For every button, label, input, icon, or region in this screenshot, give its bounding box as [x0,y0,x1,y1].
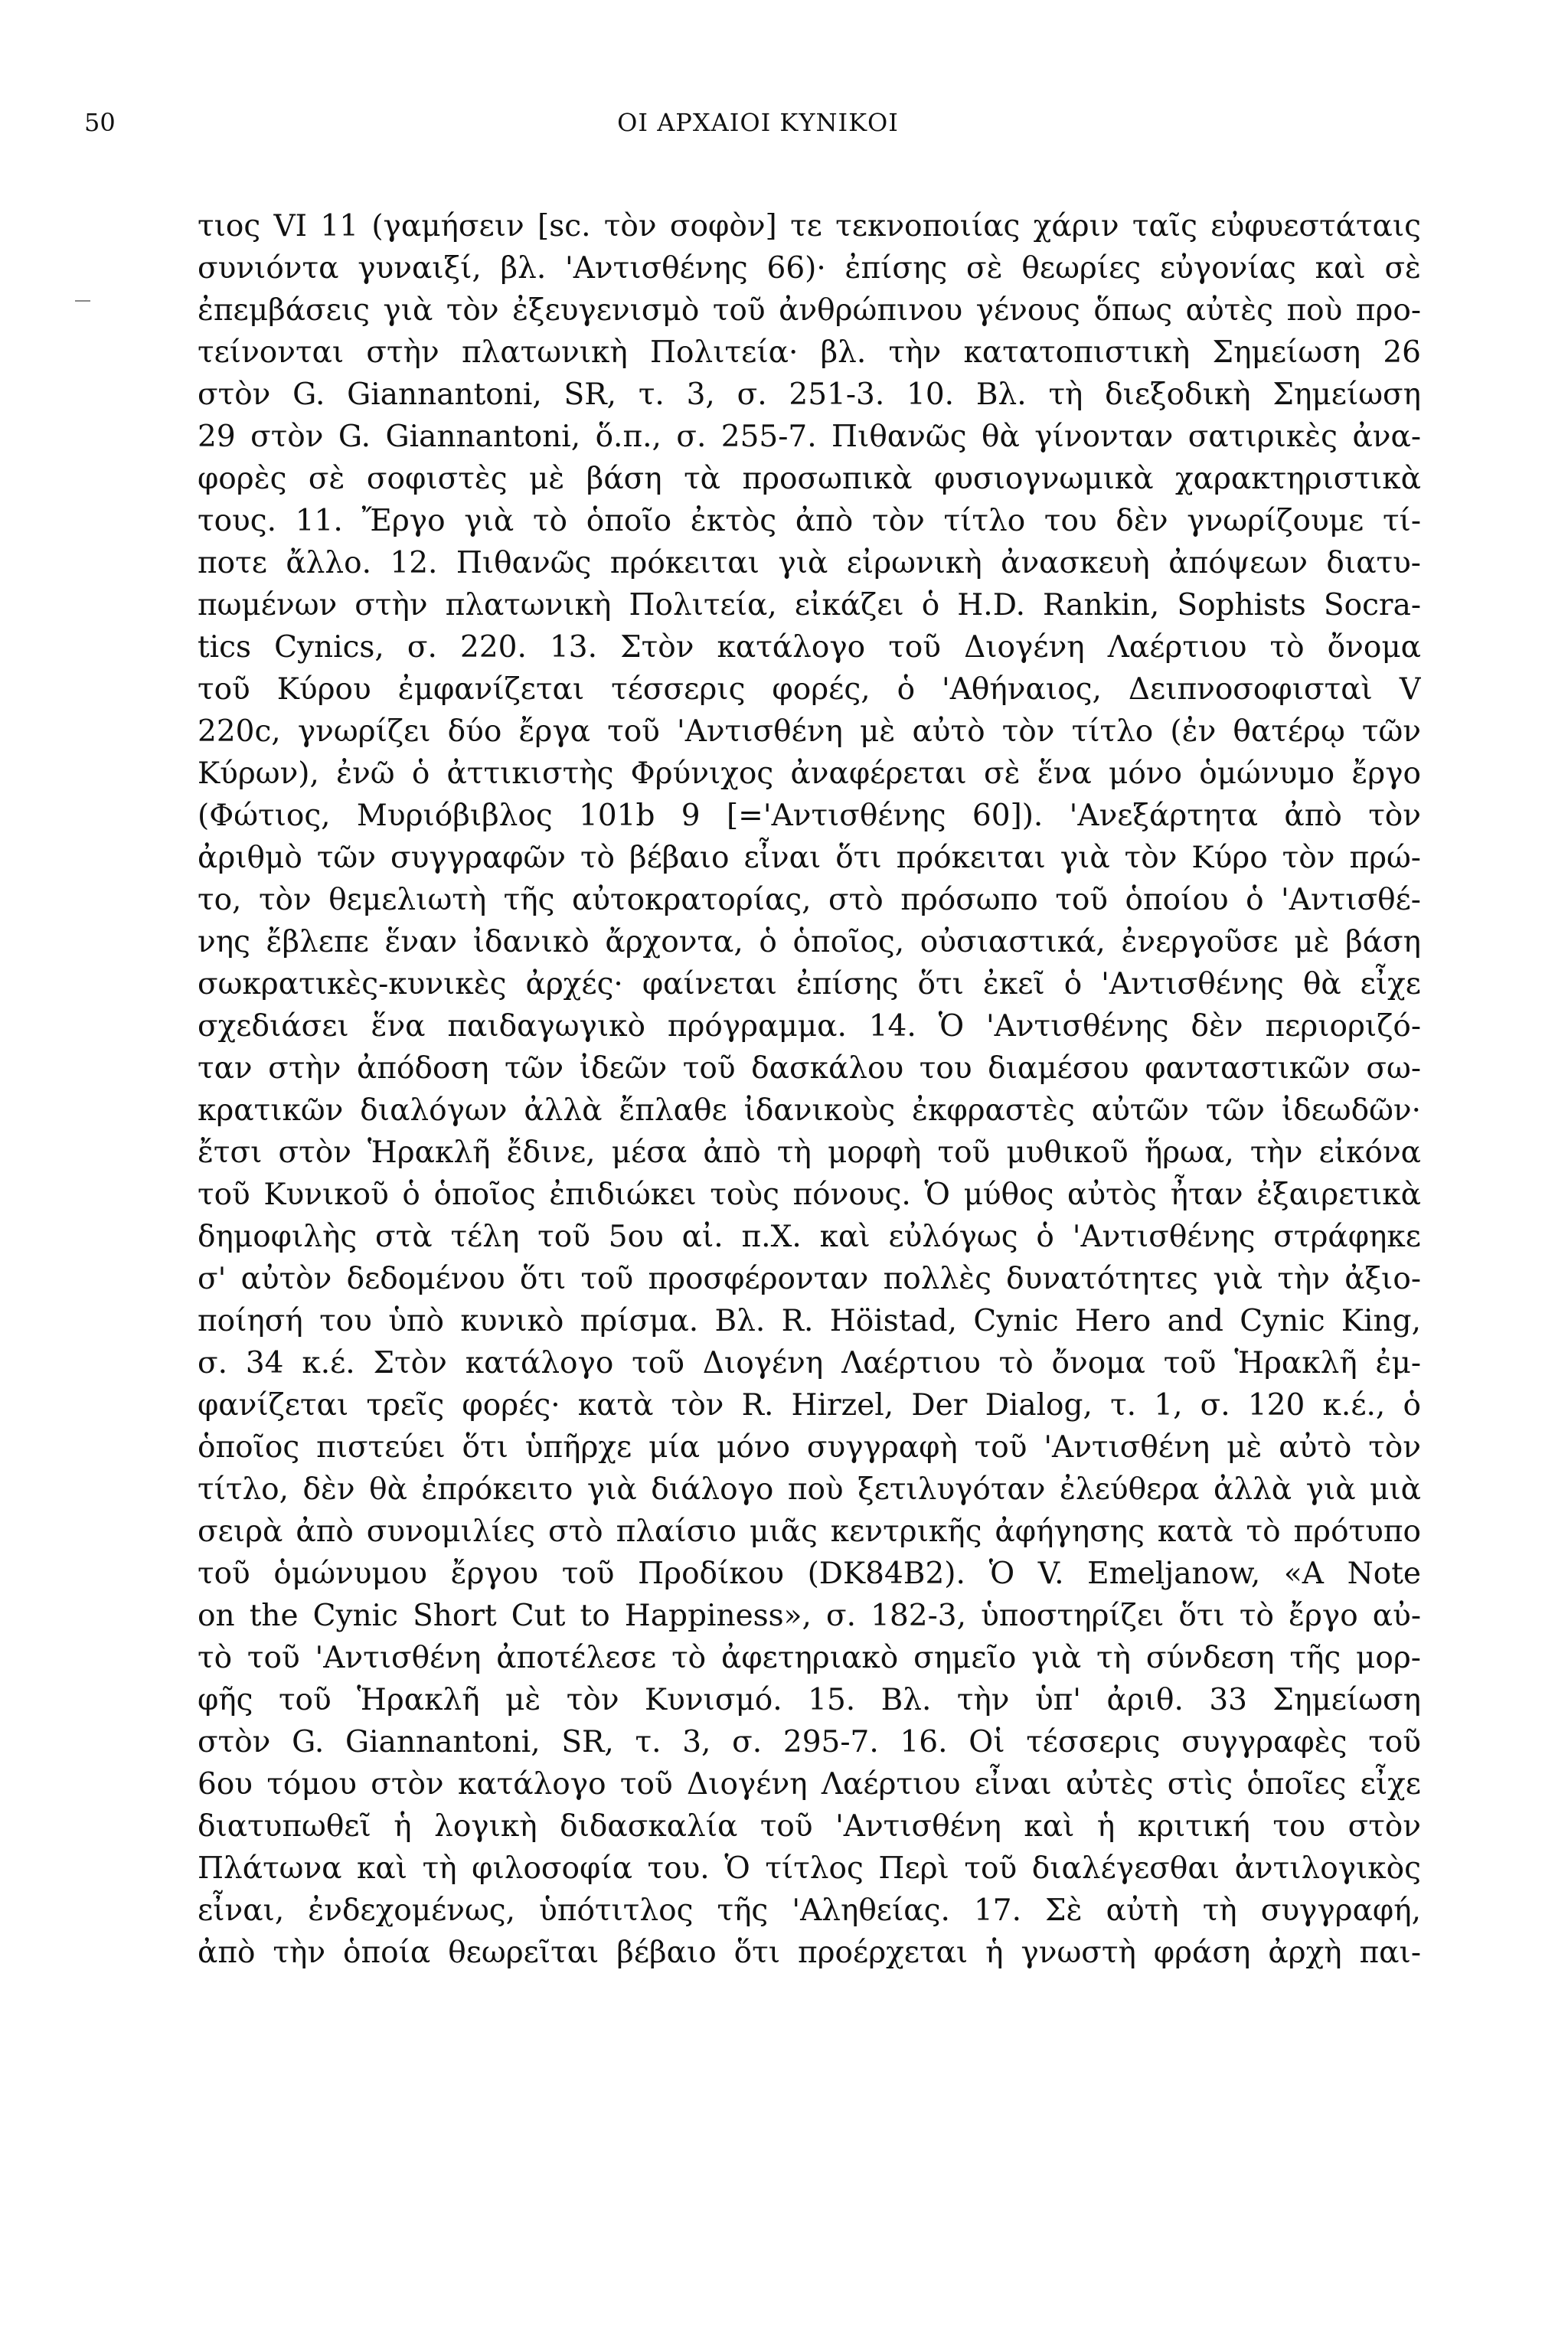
text-line: νης ἔβλεπε ἕναν ἰδανικὸ ἄρχοντα, ὁ ὁποῖος, οὐσιαστικά, ἐνεργοῦσε μὲ βάση [198,925,1421,959]
text-line: φῆς τοῦ Ἡρακλῆ μὲ τὸν Κυνισμό. 15. Βλ. τὴν ὑπ' ἀριθ. 33 Σημείωση [198,1683,1421,1717]
text-line: τὸ τοῦ 'Αντισθένη ἀποτέλεσε τὸ ἀφετηριακὸ σημεῖο γιὰ τὴ σύνδεση τῆς μορ- [198,1641,1421,1675]
text-line: 29 στὸν G. Giannantoni, ὅ.π., σ. 255-7. Πιθανῶς θὰ γίνονταν σατιρικὲς ἀνα- [198,420,1421,454]
text-line: κρατικῶν διαλόγων ἀλλὰ ἔπλαθε ἰδανικοὺς ἐκφραστὲς αὐτῶν τῶν ἰδεωδῶν· [198,1093,1421,1128]
text-line: σχεδιάσει ἕνα παιδαγωγικὸ πρόγραμμα. 14. Ὁ 'Αντισθένης δὲν περιοριζό- [198,1009,1421,1044]
text-line: ταν στὴν ἀπόδοση τῶν ἰδεῶν τοῦ δασκάλου του διαμέσου φανταστικῶν σω- [198,1051,1421,1086]
text-line: ποίησή του ὑπὸ κυνικὸ πρίσμα. Βλ. R. Höistad, Cynic Hero and Cynic King, [198,1304,1421,1338]
text-line: ποτε ἄλλο. 12. Πιθανῶς πρόκειται γιὰ εἰρωνικὴ ἀνασκευὴ ἀπόψεων διατυ- [198,546,1421,580]
page-header [84,107,1432,153]
text-line: ἀπὸ τὴν ὁποία θεωρεῖται βέβαιο ὅτι προέρχεται ἡ γνωστὴ φράση ἀρχὴ παι- [198,1936,1421,1970]
text-line: φανίζεται τρεῖς φορές· κατὰ τὸν R. Hirzel, Der Dialog, τ. 1, σ. 120 κ.έ., ὁ [198,1388,1421,1423]
text-line: σωκρατικὲς-κυνικὲς ἀρχές· φαίνεται ἐπίσης ὅτι ἐκεῖ ὁ 'Αντισθένης θὰ εἶχε [198,967,1421,1001]
text-line: τοῦ Κυνικοῦ ὁ ὁποῖος ἐπιδιώκει τοὺς πόνους. Ὁ μύθος αὐτὸς ἦταν ἐξαιρετικὰ [198,1178,1421,1212]
text-line: tics Cynics, σ. 220. 13. Στὸν κατάλογο τοῦ Διογένη Λαέρτιου τὸ ὄνομα [198,630,1421,665]
text-line: σ' αὐτὸν δεδομένου ὅτι τοῦ προσφέρονταν πολλὲς δυνατότητες γιὰ τὴν ἀξιο- [198,1262,1421,1296]
text-line: τιος VI 11 (γαμήσειν [sc. τὸν σοφὸν] τε τεκνοποιίας χάριν ταῖς εὐφυεστάταις [198,209,1421,243]
text-line: 6ου τόμου στὸν κατάλογο τοῦ Διογένη Λαέρτιου εἶναι αὐτὲς στὶς ὁποῖες εἶχε [198,1767,1421,1802]
text-line: ἔτσι στὸν Ἡρακλῆ ἔδινε, μέσα ἀπὸ τὴ μορφὴ τοῦ μυθικοῦ ἥρωα, τὴν εἰκόνα [198,1135,1421,1170]
text-line: στὸν G. Giannantoni, SR, τ. 3, σ. 251-3. 10. Βλ. τὴ διεξοδικὴ Σημείωση [198,377,1421,412]
text-line: τους. 11. Ἔργο γιὰ τὸ ὁποῖο ἐκτὸς ἀπὸ τὸν τίτλο του δὲν γνωρίζουμε τί- [198,504,1421,538]
text-line: φορὲς σὲ σοφιστὲς μὲ βάση τὰ προσωπικὰ φυσιογνωμικὰ χαρακτηριστικὰ [198,462,1421,496]
text-line: ὁποῖος πιστεύει ὅτι ὑπῆρχε μία μόνο συγγραφὴ τοῦ 'Αντισθένη μὲ αὐτὸ τὸν [198,1430,1421,1465]
margin-mark [75,300,90,302]
page-number: 50 [84,108,116,137]
text-line: σ. 34 κ.έ. Στὸν κατάλογο τοῦ Διογένη Λαέρτιου τὸ ὄνομα τοῦ Ἡρακλῆ ἐμ- [198,1346,1421,1380]
text-line: συνιόντα γυναιξί, βλ. 'Αντισθένης 66)· ἐπίσης σὲ θεωρίες εὐγονίας καὶ σὲ [198,251,1421,286]
text-line: δημοφιλὴς στὰ τέλη τοῦ 5ου αἰ. π.Χ. καὶ εὐλόγως ὁ 'Αντισθένης στράφηκε [198,1220,1421,1254]
text-line: σειρὰ ἀπὸ συνομιλίες στὸ πλαίσιο μιᾶς κεντρικῆς ἀφήγησης κατὰ τὸ πρότυπο [198,1514,1421,1549]
text-line: διατυπωθεῖ ἡ λογικὴ διδασκαλία τοῦ 'Αντισθένη καὶ ἡ κριτική του στὸν [198,1809,1421,1844]
text-line: εἶναι, ἐνδεχομένως, ὑπότιτλος τῆς 'Αληθείας. 17. Σὲ αὐτὴ τὴ συγγραφή, [198,1893,1421,1928]
text-line: πωμένων στὴν πλατωνικὴ Πολιτεία, εἰκάζει ὁ H.D. Rankin, Sophists Socra- [198,588,1421,622]
text-line: 220c, γνωρίζει δύο ἔργα τοῦ 'Αντισθένη μὲ αὐτὸ τὸν τίτλο (ἐν θατέρῳ τῶν [198,714,1421,749]
text-line: τείνονται στὴν πλατωνικὴ Πολιτεία· βλ. τὴν κατατοπιστικὴ Σημείωση 26 [198,335,1421,370]
text-line: ἐπεμβάσεις γιὰ τὸν ἐξευγενισμὸ τοῦ ἀνθρώπινου γένους ὅπως αὐτὲς ποὺ προ- [198,293,1421,328]
text-line: τοῦ Κύρου ἐμφανίζεται τέσσερις φορές, ὁ 'Αθήναιος, Δειπνοσοφισταὶ V [198,672,1421,707]
running-title: ΟΙ ΑΡΧΑΙΟΙ ΚΥΝΙΚΟΙ [617,108,899,137]
endnotes-text [198,205,1421,1974]
text-line: τοῦ ὁμώνυμου ἔργου τοῦ Προδίκου (DK84B2). Ὁ V. Emeljanow, «A Note [198,1557,1421,1591]
text-line: Κύρων), ἐνῶ ὁ ἀττικιστὴς Φρύνιχος ἀναφέρεται σὲ ἕνα μόνο ὁμώνυμο ἔργο [198,756,1421,791]
text-line: Πλάτωνα καὶ τὴ φιλοσοφία του. Ὁ τίτλος Περὶ τοῦ διαλέγεσθαι ἀντιλογικὸς [198,1851,1421,1886]
text-line: το, τὸν θεμελιωτὴ τῆς αὐτοκρατορίας, στὸ πρόσωπο τοῦ ὁποίου ὁ 'Αντισθέ- [198,883,1421,917]
text-line: (Φώτιος, Μυριόβιβλος 101b 9 [='Αντισθένης 60]). 'Ανεξάρτητα ἀπὸ τὸν [198,799,1421,833]
text-line: τίτλο, δὲν θὰ ἐπρόκειτο γιὰ διάλογο ποὺ ξετιλυγόταν ἐλεύθερα ἀλλὰ γιὰ μιὰ [198,1472,1421,1507]
text-line: ἀριθμὸ τῶν συγγραφῶν τὸ βέβαιο εἶναι ὅτι πρόκειται γιὰ τὸν Κύρο τὸν πρώ- [198,841,1421,875]
text-line: on the Cynic Short Cut to Happiness», σ. 182-3, ὑποστηρίζει ὅτι τὸ ἔργο αὐ- [198,1599,1421,1633]
text-line: στὸν G. Giannantoni, SR, τ. 3, σ. 295-7. 16. Οἱ τέσσερις συγγραφὲς τοῦ [198,1725,1421,1759]
